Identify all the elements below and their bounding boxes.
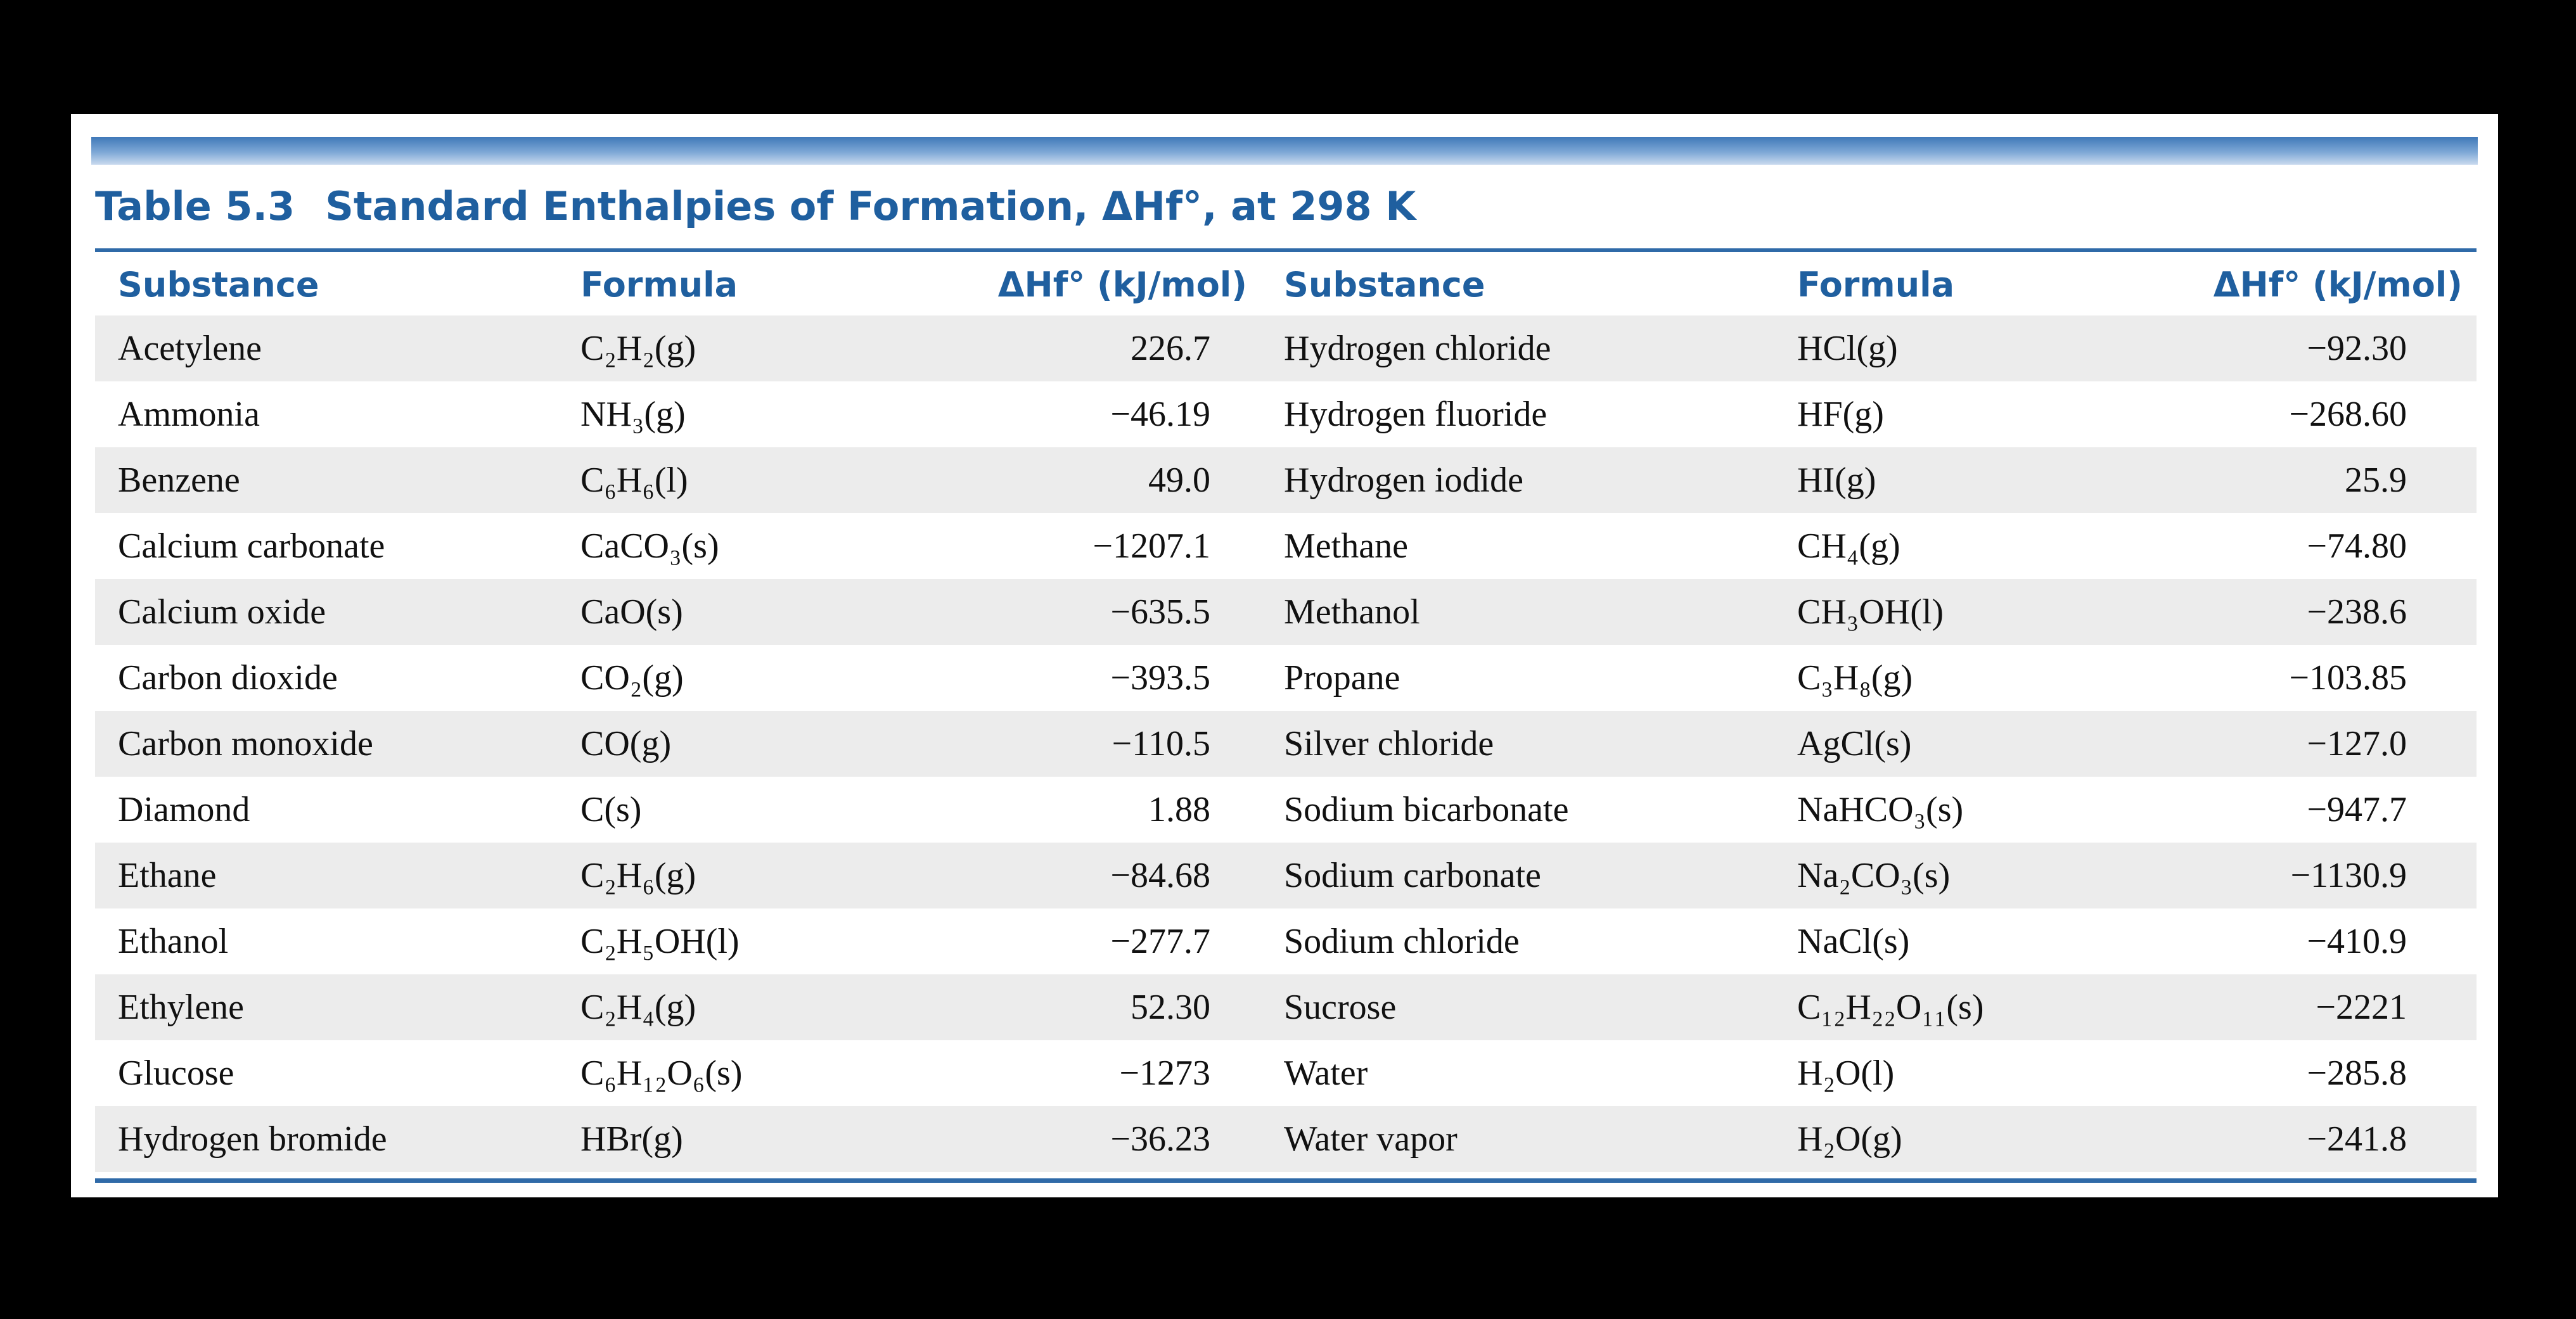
- formula-cell: CaO(s): [558, 579, 932, 645]
- enthalpy-value-cell: −110.5: [932, 711, 1261, 777]
- formula-cell: HCl(g): [1774, 315, 2205, 381]
- column-header-formula: Formula: [1797, 264, 1955, 305]
- header-rule: [95, 248, 2477, 252]
- enthalpy-value-cell: −268.60: [2205, 381, 2477, 447]
- table-caption: [95, 177, 1416, 236]
- formula-cell: CH₄(g): [1774, 513, 2205, 579]
- formula-cell: NaCl(s): [1774, 908, 2205, 974]
- enthalpy-value-cell: −1130.9: [2205, 843, 2477, 908]
- formula-cell: NaHCO₃(s): [1774, 777, 2205, 843]
- formula-cell: C(s): [558, 777, 932, 843]
- table-title: Standard Enthalpies of Formation, ΔHf°, at 298 K: [325, 183, 1416, 229]
- formula-cell: HF(g): [1774, 381, 2205, 447]
- formula-cell: C₂H₂(g): [558, 315, 932, 381]
- formula-cell: C₂H₅OH(l): [558, 908, 932, 974]
- enthalpy-value-cell: 1.88: [932, 777, 1261, 843]
- formula-cell: NH₃(g): [558, 381, 932, 447]
- formula-cell: HBr(g): [558, 1106, 932, 1172]
- column-header-substance: Substance: [118, 264, 319, 305]
- formula-cell: C₁₂H₂₂O₁₁(s): [1774, 974, 2205, 1040]
- enthalpy-value-cell: −74.80: [2205, 513, 2477, 579]
- column-header-formula: Formula: [580, 264, 738, 305]
- table-row: [95, 579, 2477, 645]
- enthalpy-value-cell: 49.0: [932, 447, 1261, 513]
- substance-cell: Calcium oxide: [95, 579, 558, 645]
- substance-cell: Hydrogen iodide: [1261, 447, 1774, 513]
- table-body: [95, 315, 2477, 1172]
- substance-cell: Water vapor: [1261, 1106, 1774, 1172]
- formula-cell: CaCO₃(s): [558, 513, 932, 579]
- formula-cell: AgCl(s): [1774, 711, 2205, 777]
- enthalpy-value-cell: −393.5: [932, 645, 1261, 711]
- formula-cell: C₃H₈(g): [1774, 645, 2205, 711]
- enthalpy-value-cell: −36.23: [932, 1106, 1261, 1172]
- table-number: Table 5.3: [95, 183, 295, 229]
- table-row: [95, 381, 2477, 447]
- substance-cell: Methanol: [1261, 579, 1774, 645]
- substance-cell: Carbon monoxide: [95, 711, 558, 777]
- substance-cell: Propane: [1261, 645, 1774, 711]
- column-header-enthalpy: ΔHf° (kJ/mol): [2213, 264, 2463, 305]
- enthalpy-value-cell: 52.30: [932, 974, 1261, 1040]
- enthalpy-value-cell: −947.7: [2205, 777, 2477, 843]
- substance-cell: Methane: [1261, 513, 1774, 579]
- formula-cell: C₂H₆(g): [558, 843, 932, 908]
- substance-cell: Hydrogen fluoride: [1261, 381, 1774, 447]
- substance-cell: Ethanol: [95, 908, 558, 974]
- substance-cell: Water: [1261, 1040, 1774, 1106]
- enthalpy-value-cell: −46.19: [932, 381, 1261, 447]
- formula-cell: C₆H₁₂O₆(s): [558, 1040, 932, 1106]
- enthalpy-value-cell: −277.7: [932, 908, 1261, 974]
- formula-cell: Na₂CO₃(s): [1774, 843, 2205, 908]
- enthalpy-value-cell: −238.6: [2205, 579, 2477, 645]
- enthalpy-value-cell: −285.8: [2205, 1040, 2477, 1106]
- table-row: [95, 447, 2477, 513]
- table-row: [95, 1040, 2477, 1106]
- formula-cell: H₂O(l): [1774, 1040, 2205, 1106]
- enthalpy-value-cell: 226.7: [932, 315, 1261, 381]
- substance-cell: Hydrogen chloride: [1261, 315, 1774, 381]
- formula-cell: C₆H₆(l): [558, 447, 932, 513]
- table-row: [95, 1106, 2477, 1172]
- substance-cell: Glucose: [95, 1040, 558, 1106]
- substance-cell: Hydrogen bromide: [95, 1106, 558, 1172]
- substance-cell: Sucrose: [1261, 974, 1774, 1040]
- enthalpy-value-cell: −92.30: [2205, 315, 2477, 381]
- substance-cell: Ethane: [95, 843, 558, 908]
- formula-cell: CO(g): [558, 711, 932, 777]
- enthalpy-value-cell: −635.5: [932, 579, 1261, 645]
- table-row: [95, 315, 2477, 381]
- formula-cell: CO₂(g): [558, 645, 932, 711]
- substance-cell: Acetylene: [95, 315, 558, 381]
- table-card: [71, 114, 2498, 1197]
- formula-cell: C₂H₄(g): [558, 974, 932, 1040]
- enthalpy-value-cell: −127.0: [2205, 711, 2477, 777]
- table-row: [95, 513, 2477, 579]
- substance-cell: Calcium carbonate: [95, 513, 558, 579]
- table-row: [95, 974, 2477, 1040]
- table-row: [95, 645, 2477, 711]
- substance-cell: Sodium bicarbonate: [1261, 777, 1774, 843]
- table-row: [95, 908, 2477, 974]
- column-header-enthalpy: ΔHf° (kJ/mol): [997, 264, 1247, 305]
- enthalpy-value-cell: −1273: [932, 1040, 1261, 1106]
- substance-cell: Ammonia: [95, 381, 558, 447]
- enthalpy-value-cell: −1207.1: [932, 513, 1261, 579]
- formula-cell: CH₃OH(l): [1774, 579, 2205, 645]
- footer-rule: [95, 1178, 2477, 1183]
- header-row: [95, 253, 2477, 315]
- column-header-substance: Substance: [1284, 264, 1485, 305]
- top-accent-bar: [91, 137, 2478, 165]
- table-row: [95, 843, 2477, 908]
- substance-cell: Sodium carbonate: [1261, 843, 1774, 908]
- substance-cell: Carbon dioxide: [95, 645, 558, 711]
- table-row: [95, 777, 2477, 843]
- enthalpy-value-cell: 25.9: [2205, 447, 2477, 513]
- substance-cell: Sodium chloride: [1261, 908, 1774, 974]
- substance-cell: Diamond: [95, 777, 558, 843]
- table-row: [95, 711, 2477, 777]
- substance-cell: Silver chloride: [1261, 711, 1774, 777]
- enthalpy-value-cell: −103.85: [2205, 645, 2477, 711]
- enthalpy-table: [95, 253, 2477, 1172]
- enthalpy-value-cell: −84.68: [932, 843, 1261, 908]
- formula-cell: H₂O(g): [1774, 1106, 2205, 1172]
- formula-cell: HI(g): [1774, 447, 2205, 513]
- substance-cell: Ethylene: [95, 974, 558, 1040]
- enthalpy-value-cell: −2221: [2205, 974, 2477, 1040]
- enthalpy-value-cell: −241.8: [2205, 1106, 2477, 1172]
- enthalpy-value-cell: −410.9: [2205, 908, 2477, 974]
- substance-cell: Benzene: [95, 447, 558, 513]
